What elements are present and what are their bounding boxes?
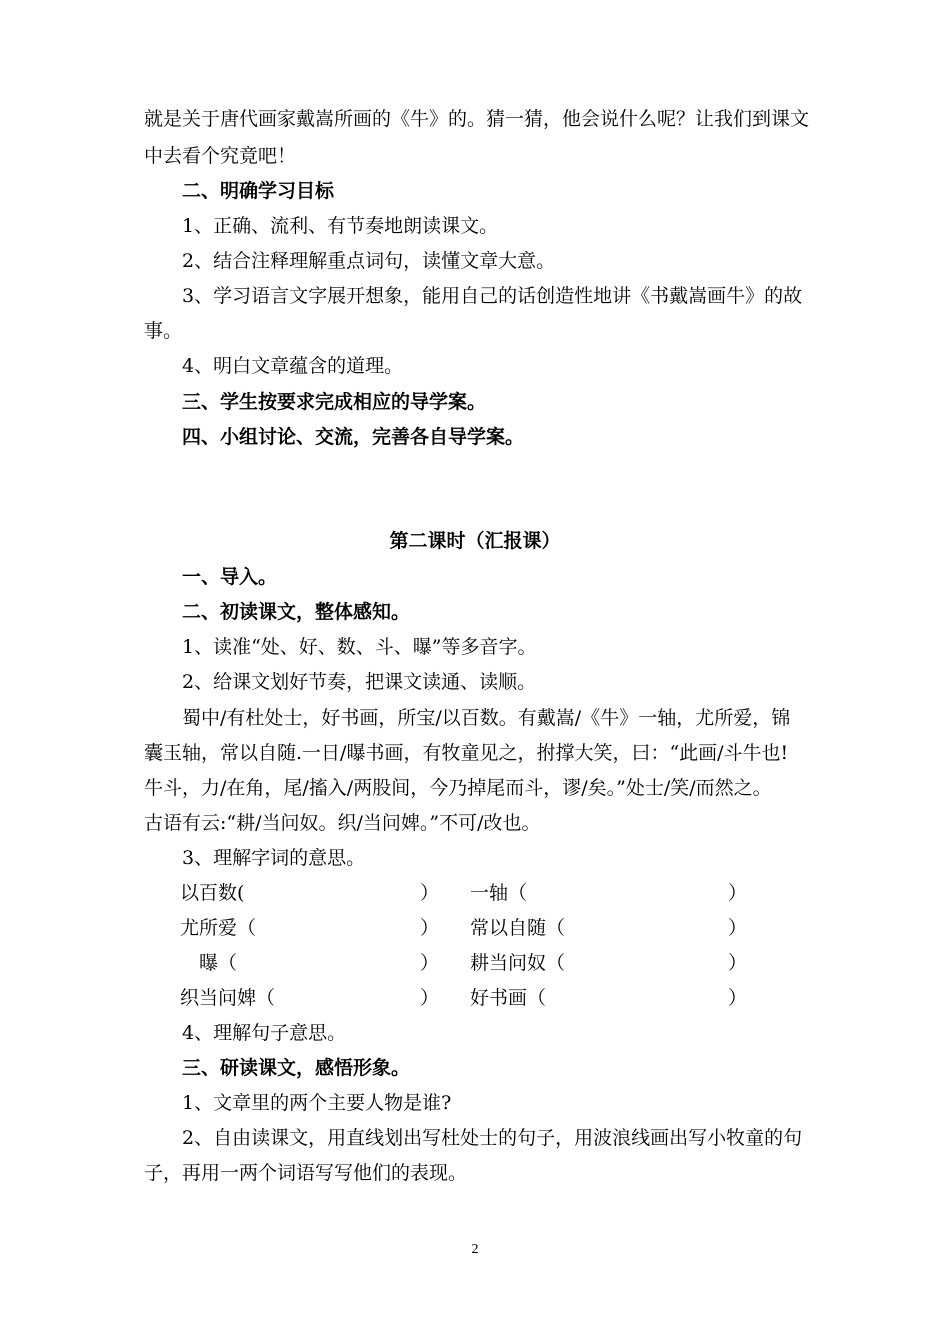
section-goals-title: 二、明确学习目标 xyxy=(182,180,335,202)
question-2: 2、自由读课文，用直线划出写杜处士的句子，用波浪线画出写小牧童的句 xyxy=(182,1127,803,1149)
goal-item-3-cont: 事。 xyxy=(144,320,183,342)
paren-close: ） xyxy=(420,917,440,939)
word-left: 曝（ xyxy=(199,952,238,974)
lesson2-section-1: 一、导入。 xyxy=(182,566,278,588)
lesson2-section-3: 三、研读课文，感悟形象。 xyxy=(182,1057,411,1079)
section-4-title: 四、小组讨论、交流，完善各自导学案。 xyxy=(182,426,525,448)
word-row xyxy=(180,951,748,975)
paren-close: ） xyxy=(420,952,440,974)
section-3-title: 三、学生按要求完成相应的导学案。 xyxy=(182,391,487,413)
passage-line-3: 牛斗，力/在角，尾/搐入/两股间，今乃掉尾而斗，谬/矣。”处士/笑/而然之。 xyxy=(144,777,772,799)
page-number: 2 xyxy=(471,1242,479,1257)
word-right: 好书画（ xyxy=(470,987,547,1009)
paren-close: ） xyxy=(728,917,748,939)
word-row xyxy=(180,986,748,1010)
paren-close: ） xyxy=(420,882,440,904)
paren-close: ） xyxy=(728,952,748,974)
lesson2-item-4: 4、理解句子意思。 xyxy=(182,1022,347,1044)
word-right: 一轴（ xyxy=(470,882,528,904)
paren-close: ） xyxy=(420,987,440,1009)
lesson2-item-2: 2、给课文划好节奏，把课文读通、读顺。 xyxy=(182,671,537,693)
word-row xyxy=(180,881,748,905)
word-row xyxy=(180,916,748,940)
goal-item-4: 4、明白文章蕴含的道理。 xyxy=(182,355,404,377)
word-right: 耕当问奴（ xyxy=(470,952,566,974)
intro-line-1: 就是关于唐代画家戴嵩所画的《牛》的。猜一猜，他会说什么呢？让我们到课文 xyxy=(144,108,810,130)
paren-close: ） xyxy=(728,882,748,904)
lesson2-item-3: 3、理解字词的意思。 xyxy=(182,847,366,869)
paren-close: ） xyxy=(728,987,748,1009)
lesson2-item-1: 1、读准“处、好、数、斗、曝”等多音字。 xyxy=(182,636,537,658)
passage-line-1: 蜀中/有杜处士，好书画，所宝/以百数。有戴嵩/《牛》一轴，尤所爱，锦 xyxy=(182,707,791,729)
intro-line-2: 中去看个究竟吧！ xyxy=(144,145,297,167)
word-right: 常以自随（ xyxy=(470,917,566,939)
goal-item-1: 1、正确、流利、有节奏地朗读课文。 xyxy=(182,215,499,237)
word-left: 尤所爱（ xyxy=(180,917,257,939)
passage-line-2: 囊玉轴，常以自随.一日/曝书画，有牧童见之，拊撑大笑，曰：“此画/斗牛也! xyxy=(144,742,789,764)
goal-item-3: 3、学习语言文字展开想象，能用自己的话创造性地讲《书戴嵩画牛》的故 xyxy=(182,285,803,307)
word-left: 以百数( xyxy=(180,882,245,904)
word-left: 织当问婢（ xyxy=(180,987,276,1009)
passage-line-4: 古语有云:“耕/当问奴。织/当问婢。”不可/改也。 xyxy=(144,812,541,834)
lesson-2-title: 第二课时（汇报课） xyxy=(389,530,561,552)
lesson2-section-2: 二、初读课文，整体感知。 xyxy=(182,601,411,623)
question-2-cont: 子，再用一两个词语写写他们的表现。 xyxy=(144,1162,468,1184)
question-1: 1、文章里的两个主要人物是谁? xyxy=(182,1092,452,1114)
goal-item-2: 2、结合注释理解重点词句，读懂文章大意。 xyxy=(182,250,556,272)
